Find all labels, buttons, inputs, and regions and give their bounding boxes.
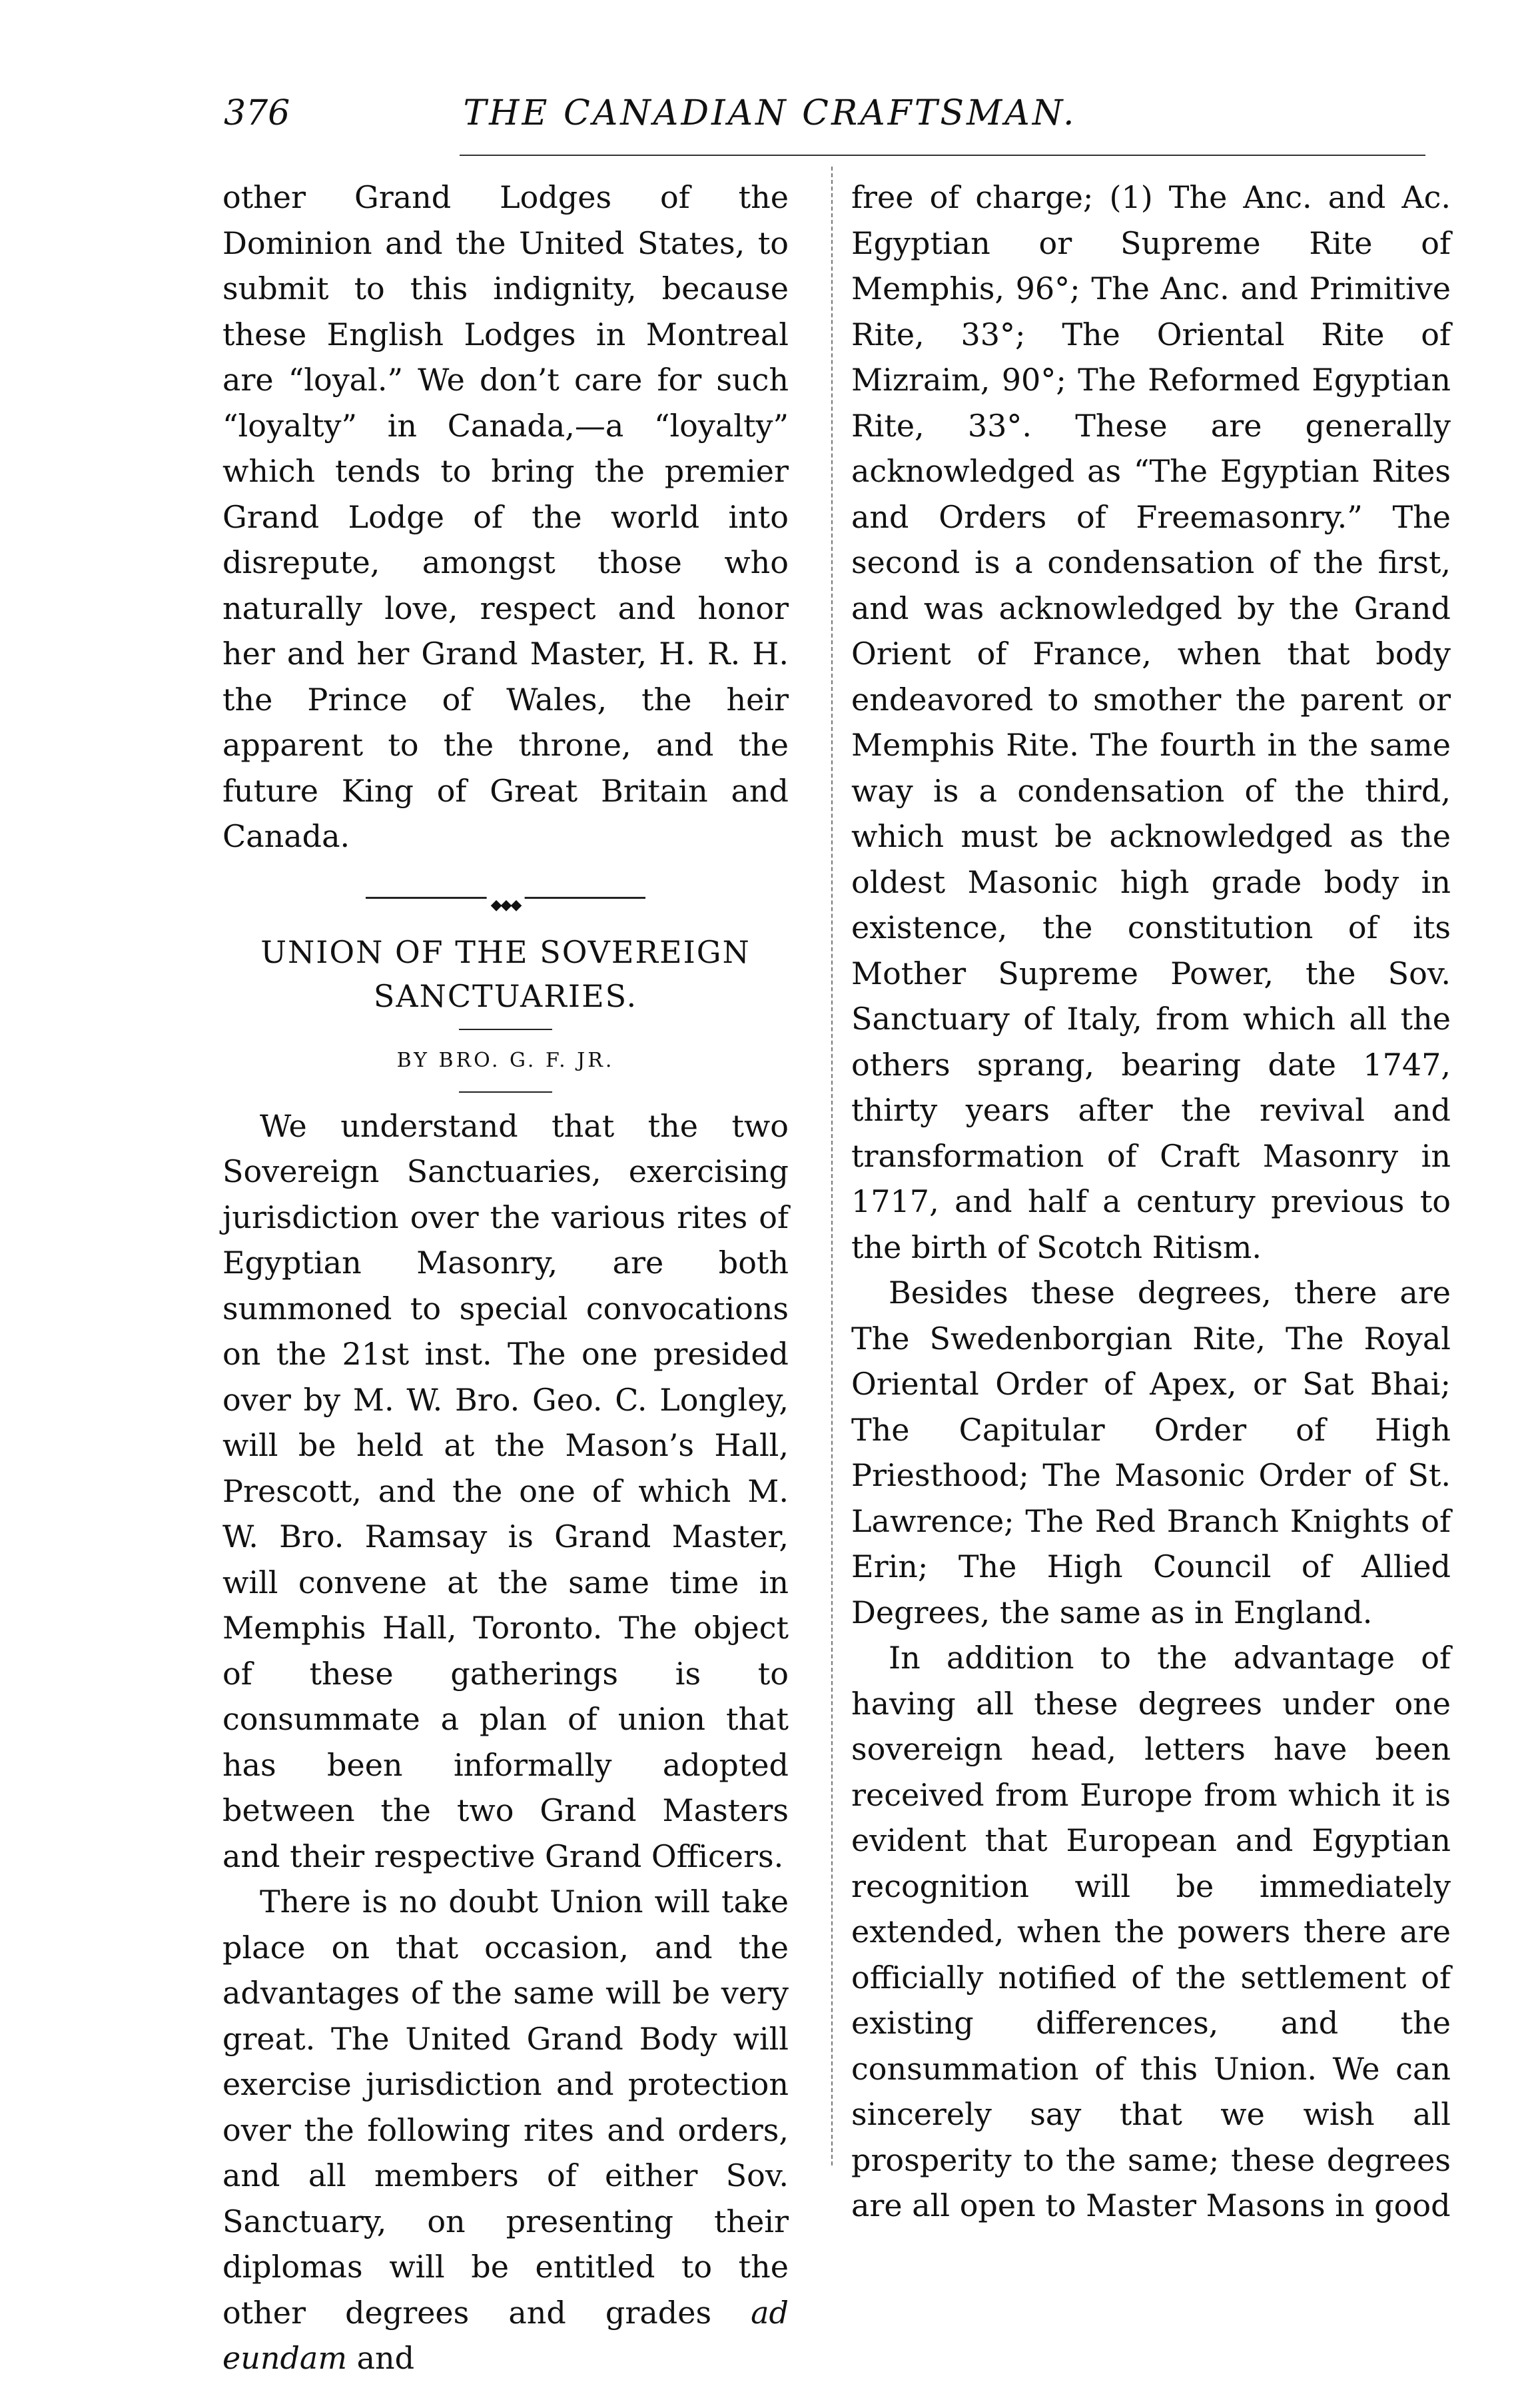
paragraph-text-end: and — [346, 2340, 415, 2376]
paragraph: Besides these degrees, there are The Swedenborgian Rite, The Royal Oriental Order of Apex, or Sat Bhai; The Capitular Order of High Priesthood; The Masonic Order of St. Lawrence; The Red Branch Knights of Erin; The High Council of Allied Degrees, the same as in England. — [851, 1275, 1451, 1630]
ornament-divider — [222, 877, 789, 917]
column-divider — [831, 167, 833, 2165]
paragraph: In addition to the advantage of having all these degrees under one sovereign head, letters have been received from Europe from which it is evident that European and Egyptian recognition will be immediately extended, when the powers there are officially notified of the settlement of existing differences, and the consummation of this Union. We can sincerely say that we wish all prosperity to the same; these degrees are all open to Master Masons in good — [851, 1640, 1451, 2223]
paragraph-text: There is no doubt Union will take place on that occasion, and the advantages of the same will be very great. The United Grand Body will exercise jurisdiction and protection over the following rites and orders, and all members of either Sov. Sanctuary, on presenting their diplomas will be entitled to the other degrees and grades — [222, 1884, 789, 2331]
paragraph: free of charge; (1) The Anc. and Ac. Egyptian or Supreme Rite of Memphis, 96°; The Anc. and Primitive Rite, 33°; The Oriental Rite of Mizraim, 90°; The Reformed Egyptian Rite, 33°. These are generally acknowledged as “The Egyptian Rites and Orders of Freemasonry.” The second is a condensation of the first, and was acknowledged by the Grand Orient of France, when that body endeavored to smother the parent or Memphis Rite. The fourth in the same way is a condensation of the third, which must be acknowledged as the oldest Masonic high grade body in existence, the constitution of its Mother Supreme Power, the Sov. Sanctuary of Italy, from which all the others sprang, bearing date 1747, thirty years after the revival and transformation of Craft Masonry in 1717, and half a century previous to the birth of Scotch Ritism. — [851, 179, 1451, 1265]
paragraph: We understand that the two Sovereign Sanctuaries, exercising jurisdiction over the various rites of Egyptian Masonry, are both summoned to special convocations on the 21st inst. The one presided over by M. W. Bro. Geo. C. Longley, will be held at the Mason’s Hall, Prescott, and the one of which M. W. Bro. Ramsay is Grand Master, will convene at the same time in Memphis Hall, Toronto. The object of these gatherings is to consummate a plan of union that has been informally adopted between the two Grand Masters and their respective Grand Officers. — [222, 1107, 789, 1874]
byline: BY BRO. G. F. JR. — [396, 1048, 615, 1072]
left-column — [222, 175, 789, 2381]
article-title: UNION OF THE SOVEREIGN SANCTUARIES. — [260, 933, 751, 1014]
page-header — [0, 93, 1540, 147]
paragraph — [222, 1879, 789, 2381]
italic-phrase: ad eundam — [222, 2294, 789, 2376]
byline-rule — [459, 1091, 552, 1093]
title-rule — [459, 1029, 552, 1030]
running-title: THE CANADIAN CRAFTSMAN. — [463, 93, 1077, 133]
header-rule — [460, 155, 1425, 156]
page-number: 376 — [224, 93, 290, 133]
right-column — [851, 175, 1451, 2229]
paragraph: other Grand Lodges of the Dominion and the United States, to submit to this indignity, because these English Lodges in Montreal are “loyal.” We don’t care for such “loyalty” in Canada,—a “loyalty” which tends to bring the premier Grand Lodge of the world into disrepute, amongst those who naturally love, respect and honor her and her Grand Master, H. R. H. the Prince of Wales, the heir apparent to the throne, and the future King of Great Britain and Canada. — [222, 179, 789, 854]
